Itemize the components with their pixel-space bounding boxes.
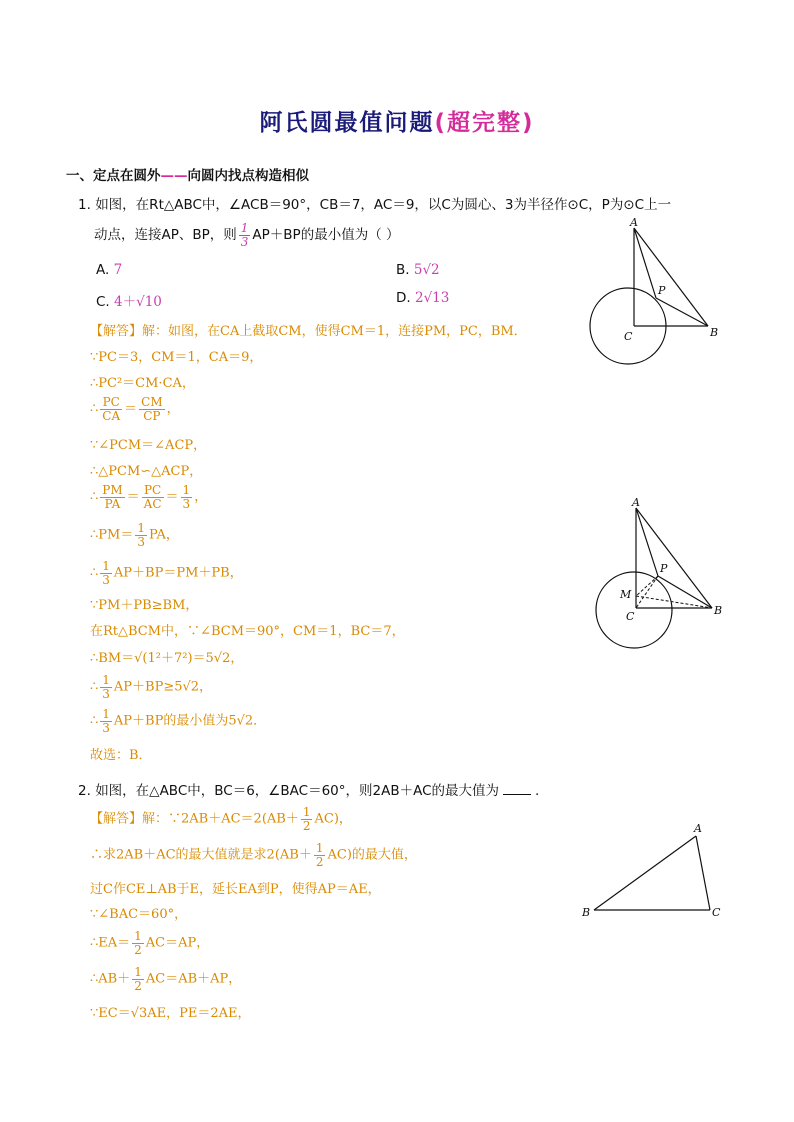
q2-number: 2.	[78, 783, 91, 799]
den: 3	[102, 572, 110, 587]
segment-pb	[658, 576, 712, 608]
frac-den: 3	[240, 234, 249, 249]
answer-blank	[503, 794, 531, 795]
section-rest: 向圆内找点构造相似	[187, 168, 309, 184]
q1-line2	[94, 222, 400, 248]
segment-ap	[636, 508, 658, 576]
option-c-label: C.	[96, 294, 110, 310]
sol2-line3: 过C作CE⊥AB于E，延长EA到P，使得AP＝AE，	[90, 882, 381, 897]
num: 1	[134, 929, 142, 943]
sol1-line2: ∵PC＝3，CM＝1，CA＝9，	[90, 350, 263, 365]
post: AC＝AB＋AP，	[145, 971, 242, 987]
num: 1	[137, 521, 145, 535]
label-a: A	[694, 822, 702, 835]
segment-ac	[696, 836, 710, 910]
sol2-line7: ∵EC＝√3AE，PE＝2AE，	[90, 1006, 251, 1021]
label-b: B	[710, 326, 719, 339]
label-b: B	[582, 906, 591, 919]
frac	[100, 560, 112, 586]
figure-1	[588, 216, 728, 376]
eq: ＝	[165, 489, 179, 505]
segment-ab	[636, 508, 712, 608]
num: PC	[142, 484, 164, 498]
option-c-value: 4＋√10	[114, 294, 162, 310]
sol1-line12: ∴BM＝√(1²＋7²)＝5√2，	[90, 651, 244, 666]
den: 3	[182, 496, 191, 511]
section-label: 一、定点在圆外	[66, 168, 161, 184]
den: CA	[102, 408, 121, 423]
num: 1	[302, 805, 311, 819]
q1-text-line1: 如图，在Rt△ABC中，∠ACB＝90°，CB＝7，AC＝9，以C为圆心、3为半径作⊙C，P为⊙C上一	[95, 197, 672, 213]
post: ，	[166, 401, 180, 417]
figure-2	[588, 494, 728, 654]
post: AP＋BP的最小值为5√2．	[113, 713, 267, 729]
option-c	[96, 290, 162, 310]
q1-text-line2-post: AP＋BP的最小值为（ ）	[252, 227, 400, 244]
frac	[132, 930, 144, 956]
l4-frac1	[100, 396, 122, 422]
q1-fraction	[239, 222, 251, 248]
segment-mb	[636, 596, 712, 608]
label-p: P	[658, 284, 666, 297]
frac	[100, 708, 112, 734]
num: 1	[315, 841, 324, 855]
label-c: C	[712, 906, 721, 919]
pre: ∴EA＝	[90, 935, 131, 951]
label-b: B	[714, 604, 723, 617]
pre: ∴求2AB＋AC的最大值就是求2(AB＋	[90, 847, 312, 863]
q1-line1	[78, 193, 671, 213]
frac	[181, 484, 193, 510]
label-m: M	[620, 588, 632, 601]
option-d	[396, 290, 449, 306]
sol1-line14	[90, 708, 266, 734]
num: PC	[100, 396, 122, 410]
label-p: P	[660, 562, 668, 575]
num: CM	[141, 395, 163, 409]
option-b-value: 5√2	[413, 262, 440, 278]
num: 1	[102, 559, 110, 573]
label-c: C	[624, 330, 633, 343]
l4-frac2	[139, 396, 164, 422]
option-a	[96, 262, 122, 278]
frac	[301, 806, 313, 832]
sol1-line8	[90, 522, 179, 548]
segment-ab	[594, 836, 696, 910]
post: PA，	[148, 527, 179, 543]
sol1-line5: ∵∠PCM＝∠ACP，	[90, 438, 207, 453]
frac	[100, 484, 124, 510]
sol2-line6	[90, 966, 241, 992]
pre: ∴AB＋	[90, 971, 131, 987]
sol2-line2	[90, 842, 417, 868]
option-b	[396, 262, 440, 278]
frac	[314, 842, 326, 868]
q1-number: 1.	[78, 197, 91, 213]
eq: ＝	[124, 401, 138, 417]
sol1-line4	[90, 396, 180, 422]
sol2-line5	[90, 930, 209, 956]
post: AP＋BP≥5√2，	[113, 679, 213, 695]
segment-pm	[636, 576, 658, 596]
sol1-line7	[90, 484, 207, 510]
q2-text-pre: 如图，在△ABC中，BC＝6，∠BAC＝60°，则2AB＋AC的最大值为	[95, 783, 500, 799]
sol1-line15: 故选：B．	[90, 748, 152, 763]
den: 2	[134, 978, 142, 993]
den: PA	[104, 496, 121, 511]
den: 2	[134, 942, 142, 957]
segment-ap	[634, 228, 656, 298]
sol1-line3: ∴PC²＝CM·CA，	[90, 376, 195, 391]
num: 1	[182, 483, 191, 497]
post: ，	[194, 489, 208, 505]
den: CP	[143, 408, 161, 423]
pre: ∴	[90, 713, 99, 729]
den: 3	[137, 534, 145, 549]
segment-pc	[636, 576, 658, 608]
sol2-line4: ∵∠BAC＝60°，	[90, 907, 188, 922]
frac	[132, 966, 144, 992]
section-dash: ——	[160, 168, 188, 184]
sol1-line6: ∴△PCM∽△ACP，	[90, 464, 203, 479]
sol1-line13	[90, 674, 212, 700]
pre: 【解答】解：∵2AB＋AC＝2(AB＋	[90, 811, 299, 827]
title-main: 阿氏圆最值问题	[259, 110, 435, 136]
sol2-line1	[90, 806, 352, 832]
option-b-label: B.	[396, 262, 410, 278]
sol1-line10: ∵PM＋PB≥BM，	[90, 598, 199, 613]
post: AC＝AP，	[145, 935, 210, 951]
pre: ∴PM＝	[90, 527, 134, 543]
den: 3	[102, 686, 110, 701]
post: AC)，	[314, 811, 352, 827]
label-a: A	[632, 496, 640, 509]
num: 1	[102, 673, 110, 687]
num: PM	[102, 483, 123, 497]
l4-pre: ∴	[90, 401, 99, 417]
pre: ∴	[90, 565, 99, 581]
eq: ＝	[126, 489, 140, 505]
num: 1	[102, 707, 110, 721]
option-a-value: 7	[113, 262, 123, 278]
option-a-label: A.	[96, 262, 110, 278]
den: 2	[315, 854, 324, 869]
page-title	[0, 104, 794, 137]
den: AC	[143, 496, 162, 511]
num: 1	[134, 965, 142, 979]
option-d-label: D.	[396, 290, 411, 306]
figure-3	[578, 820, 728, 930]
pre: ∴	[90, 679, 99, 695]
label-a: A	[630, 216, 638, 229]
sol1-line1: 【解答】解：如图，在CA上截取CM，使得CM＝1，连接PM，PC，BM．	[90, 324, 527, 339]
sol1-line9	[90, 560, 243, 586]
frac	[142, 484, 164, 510]
pre: ∴	[90, 489, 99, 505]
frac-num: 1	[240, 221, 249, 235]
post: AP＋BP＝PM＋PB，	[113, 565, 243, 581]
section-heading	[66, 164, 309, 184]
den: 3	[102, 720, 110, 735]
title-paren: (超完整)	[434, 110, 535, 136]
q2-text-post: .	[535, 783, 540, 799]
sol1-line11: 在Rt△BCM中，∵∠BCM＝90°，CM＝1，BC＝7，	[90, 624, 405, 639]
frac	[100, 674, 112, 700]
q2-line	[78, 779, 539, 799]
q1-text-line2-pre: 动点，连接AP、BP，则	[94, 227, 237, 244]
den: 2	[302, 818, 311, 833]
segment-ab	[634, 228, 708, 326]
post: AC)的最大值，	[327, 847, 417, 863]
option-d-value: 2√13	[414, 290, 450, 306]
label-c: C	[626, 610, 635, 623]
frac	[135, 522, 147, 548]
